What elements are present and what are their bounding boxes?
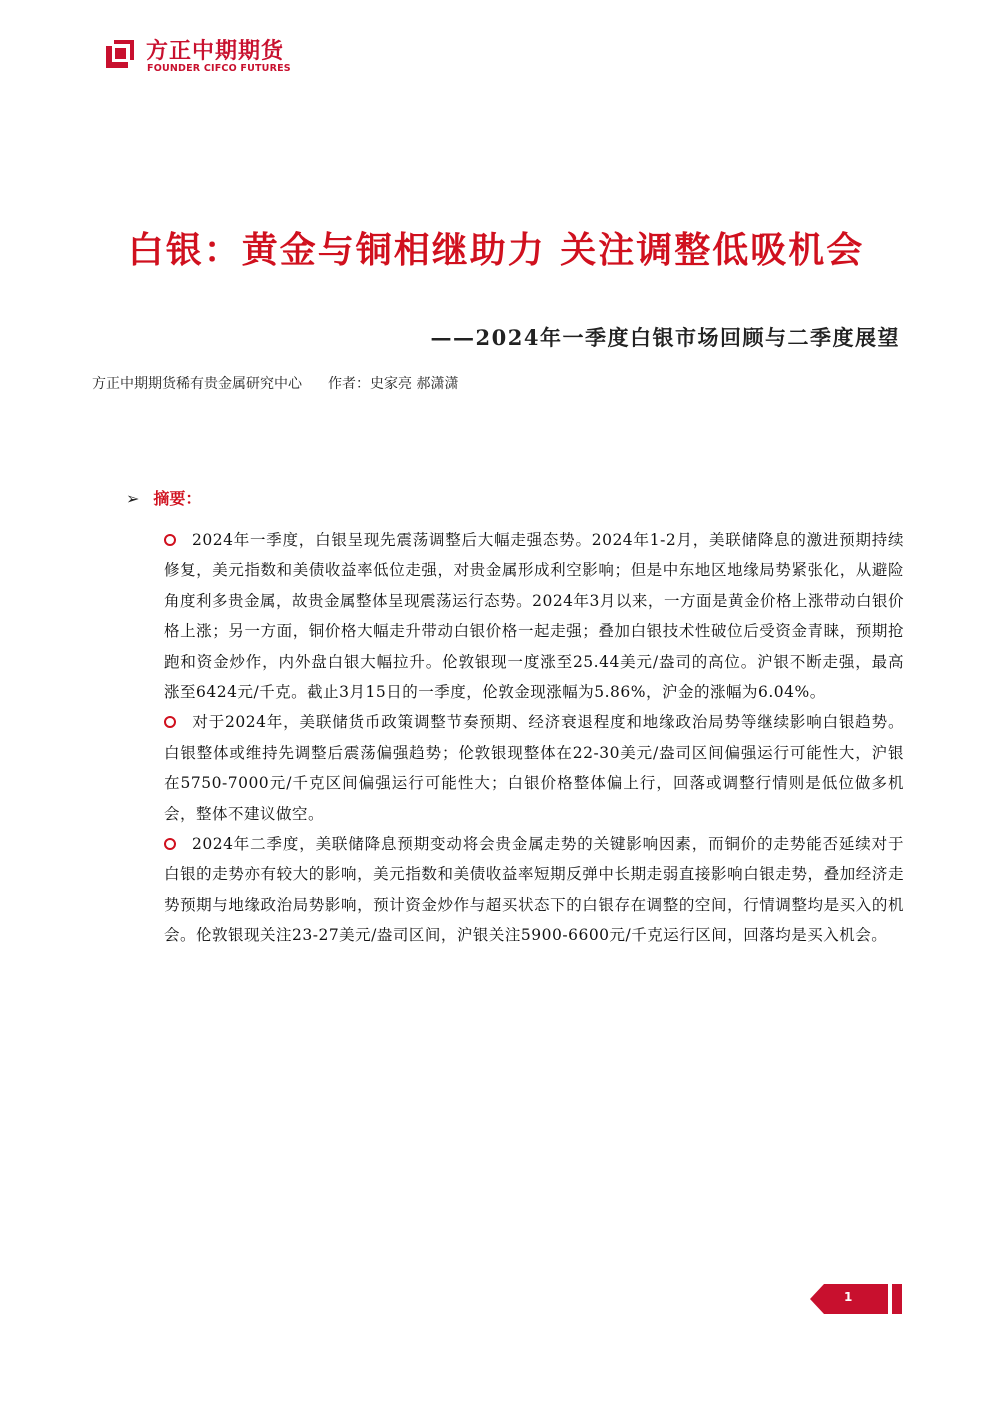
research-center: 方正中期期货稀有贵金属研究中心 <box>92 376 302 392</box>
arrow-bullet-icon: ➢ <box>126 489 140 508</box>
paragraph-text: 2024年二季度，美联储降息预期变动将会贵金属走势的关键影响因素，而铜价的走势能否延续对于白银的走势亦有较大的影响，美元指数和美债收益率短期反弹中长期走弱直接影响白银走势，叠加经济走势预期与地缘政治局势影响，预计资金炒作与超买状态下的白银存在调整的空间，行情调整均是买入的机会。伦敦银现关注23-27美元/盎司区间，沪银关注5900-6600元/千克运行区间，回落均是买入机会。 <box>164 835 904 945</box>
page-number-tag <box>810 1284 902 1314</box>
authors: 作者：史家亮 郝潇潇 <box>328 376 459 392</box>
logo-name-cn: 方正中期期货 <box>146 39 285 64</box>
abstract-paragraph <box>164 707 904 829</box>
abstract-paragraph <box>164 829 904 951</box>
author-line <box>92 373 458 393</box>
abstract-label: 摘要： <box>153 489 202 508</box>
abstract-heading <box>126 486 201 509</box>
report-title: 白银：黄金与铜相继助力 关注调整低吸机会 <box>127 229 865 271</box>
abstract-paragraph <box>164 525 904 707</box>
paragraph-text: 2024年一季度，白银呈现先震荡调整后大幅走强态势。2024年1-2月，美联储降息的激进预期持续修复，美元指数和美债收益率低位走强，对贵金属形成利空影响；但是中东地区地缘局势紧张化，从避险角度利多贵金属，故贵金属整体呈现震荡运行态势。2024年3月以来，一方面是黄金价格上涨带动白银价格上涨；另一方面，铜价格大幅走升带动白银价格一起走强；叠加白银技术性破位后受资金青睐，预期抢跑和资金炒作，内外盘白银大幅拉升。伦敦银现一度涨至25.44美元/盎司的高位。沪银不断走强，最高涨至6424元/千克。截止3月15日的一季度，伦敦金现涨幅为5.86%，沪金的涨幅为6.04%。 <box>164 531 904 702</box>
report-subtitle: ——2024年一季度白银市场回顾与二季度展望 <box>430 325 900 350</box>
circle-bullet-icon <box>164 838 176 850</box>
circle-bullet-icon <box>164 534 176 546</box>
page-number: 1 <box>844 1290 853 1304</box>
founder-logo-icon <box>102 36 138 72</box>
logo-name-en: FOUNDER CIFCO FUTURES <box>147 63 291 74</box>
company-logo <box>102 34 322 78</box>
abstract-body <box>164 525 904 951</box>
paragraph-text: 对于2024年，美联储货币政策调整节奏预期、经济衰退程度和地缘政治局势等继续影响白银趋势。白银整体或维持先调整后震荡偏强趋势；伦敦银现整体在22-30美元/盎司区间偏强运行可能性大，沪银在5750-7000元/千克区间偏强运行可能性大；白银价格整体偏上行，回落或调整行情则是低位做多机会，整体不建议做空。 <box>164 713 904 823</box>
circle-bullet-icon <box>164 716 176 728</box>
